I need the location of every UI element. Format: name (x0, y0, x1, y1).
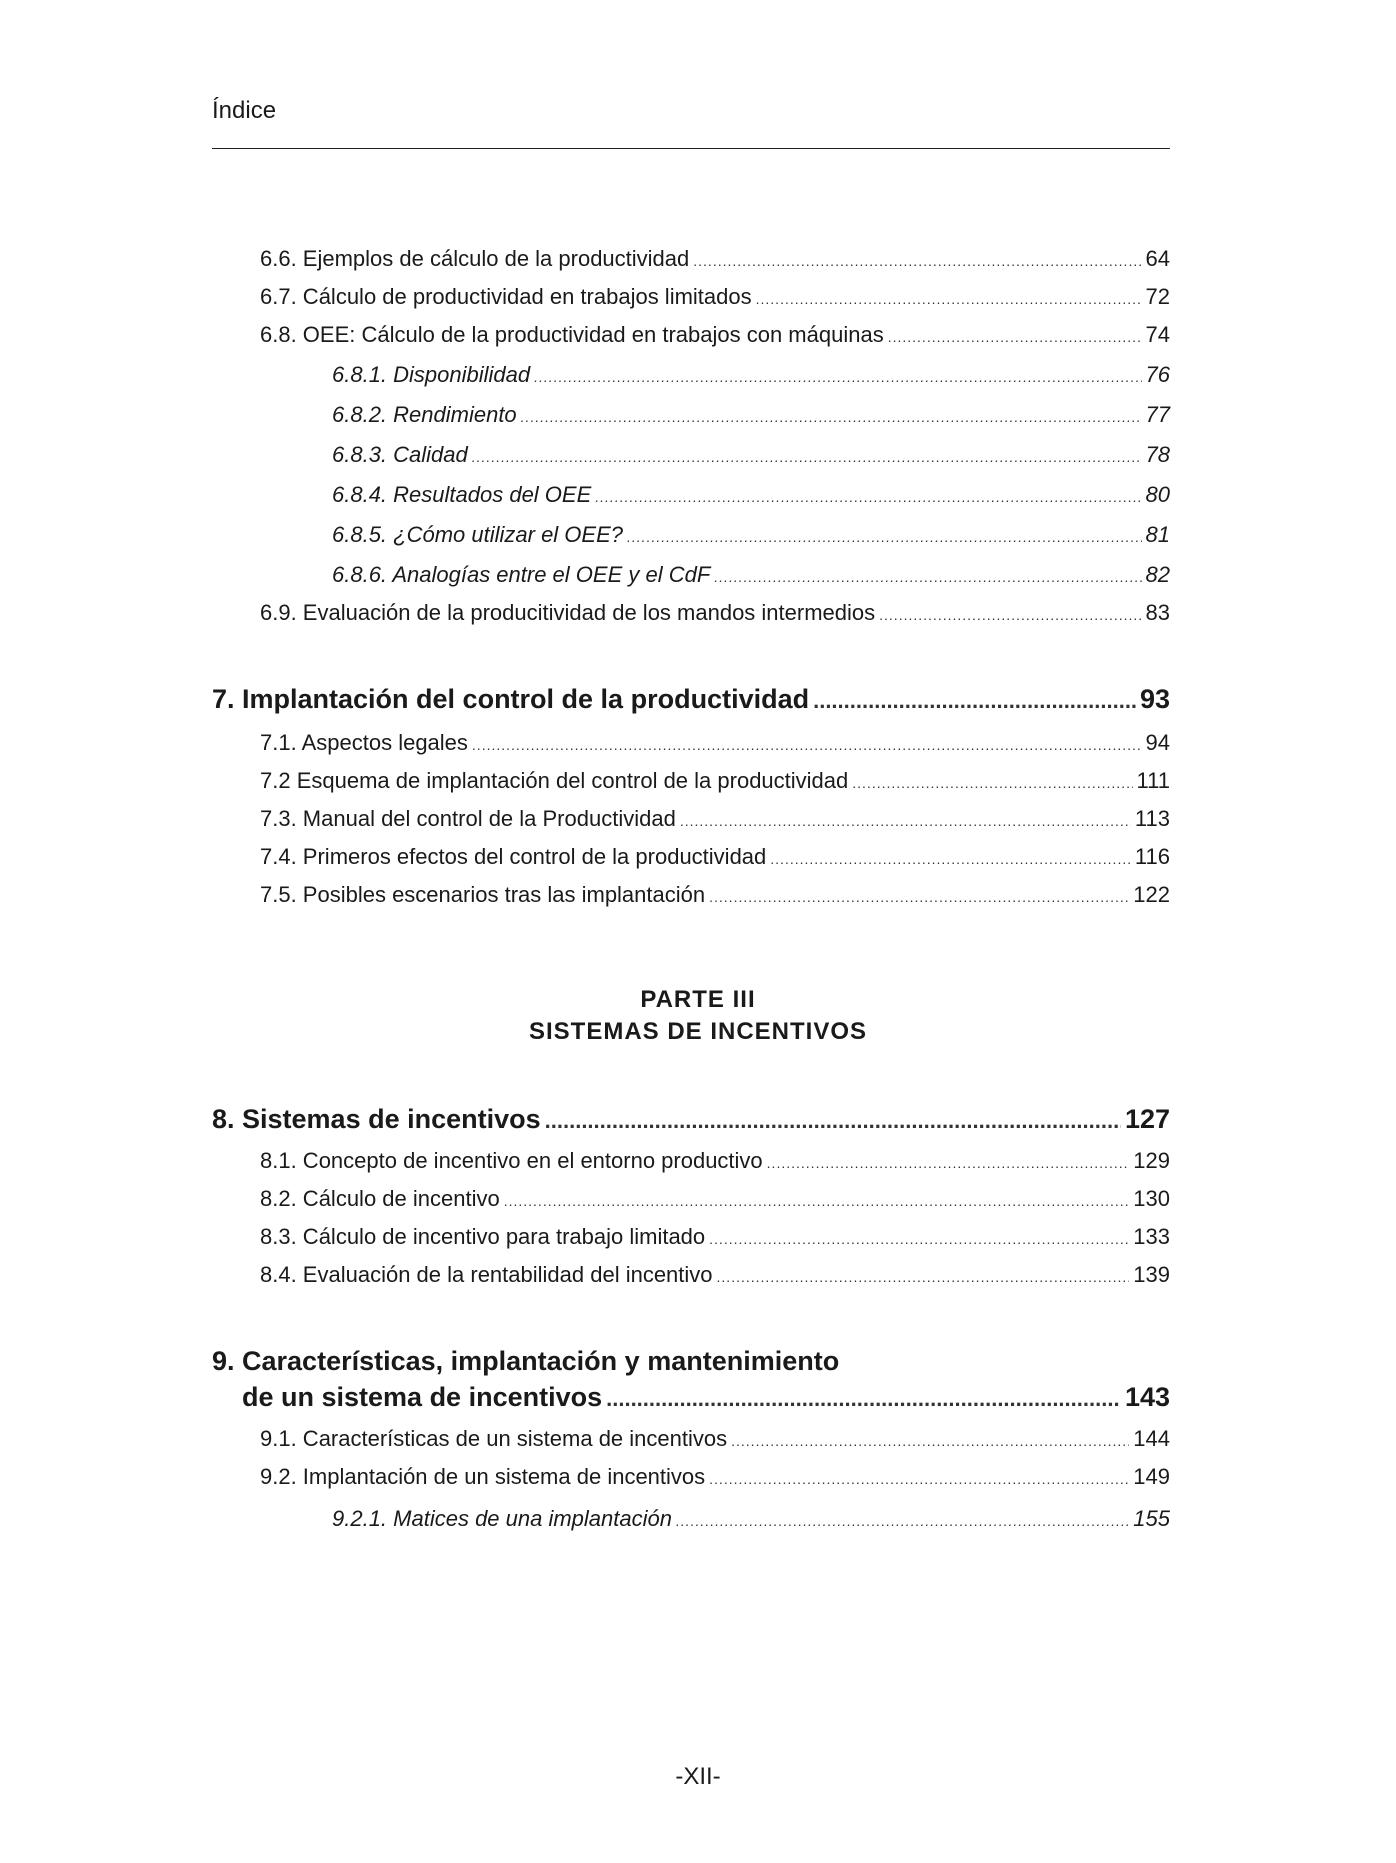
dot-leader (756, 282, 1142, 314)
toc-entry-8-2[interactable] (260, 1184, 1170, 1216)
dot-leader (521, 400, 1142, 432)
toc-entry-6-9[interactable] (260, 598, 1170, 630)
toc-entry-page: 64 (1145, 246, 1170, 271)
toc-entry-label: 7.1. Aspectos legales (260, 730, 468, 755)
toc-entry-6-8-1[interactable] (332, 360, 1170, 392)
page-number: -XII- (675, 1763, 721, 1790)
toc-chapter-page: 93 (1139, 684, 1170, 714)
toc-chapter-page: 143 (1124, 1382, 1170, 1412)
dot-leader (714, 560, 1141, 592)
header-rule (212, 148, 1170, 149)
dot-leader (534, 360, 1141, 392)
toc-entry-8-1[interactable] (260, 1146, 1170, 1178)
toc-entry-label: 8.1. Concepto de incentivo en el entorno productivo (260, 1148, 763, 1173)
part-number: PARTE III (640, 986, 756, 1013)
dot-leader (627, 520, 1142, 552)
toc-entry-page: 155 (1133, 1506, 1170, 1531)
dot-leader (680, 804, 1131, 836)
toc-entry-label: 7.3. Manual del control de la Productividad (260, 806, 676, 831)
toc-entry-label: 7.2 Esquema de implantación del control de la productividad (260, 768, 849, 793)
toc-entry-6-8-6[interactable] (332, 560, 1170, 592)
toc-entry-6-7[interactable] (260, 282, 1170, 314)
toc-chapter-label: 7. Implantación del control de la productividad (212, 684, 810, 714)
toc-chapter-9-line1[interactable]: 9. Características, implantación y mantenimiento (212, 1346, 840, 1376)
toc-entry-page: 144 (1133, 1426, 1170, 1451)
toc-entry-label: 6.8.5. ¿Cómo utilizar el OEE? (332, 522, 624, 547)
dot-leader (472, 440, 1142, 472)
toc-entry-page: 116 (1134, 844, 1170, 869)
toc-entry-9-1[interactable] (260, 1424, 1170, 1456)
dot-leader (504, 1184, 1130, 1216)
toc-entry-page: 149 (1133, 1464, 1170, 1489)
toc-entry-label: 6.6. Ejemplos de cálculo de la productividad (260, 246, 690, 271)
dot-leader (693, 244, 1141, 276)
toc-entry-7-4[interactable] (260, 842, 1170, 874)
toc-entry-page: 82 (1145, 562, 1170, 587)
toc-entry-label: 9.2. Implantación de un sistema de incentivos (260, 1464, 706, 1489)
dot-leader (545, 1102, 1121, 1138)
toc-chapter-label: 8. Sistemas de incentivos (212, 1104, 541, 1134)
toc-entry-page: 77 (1145, 402, 1170, 427)
toc-entry-page: 113 (1134, 806, 1170, 831)
toc-entry-8-4[interactable] (260, 1260, 1170, 1292)
toc-entry-label: 6.8.4. Resultados del OEE (332, 482, 592, 507)
running-header: Índice (212, 97, 277, 124)
toc-chapter-label: de un sistema de incentivos (242, 1382, 603, 1412)
dot-leader (767, 1146, 1130, 1178)
toc-entry-label: 8.4. Evaluación de la rentabilidad del incentivo (260, 1262, 713, 1287)
toc-entry-label: 6.8. OEE: Cálculo de la productividad en trabajos con máquinas (260, 322, 884, 347)
dot-leader (709, 1462, 1129, 1494)
toc-chapter-9[interactable] (242, 1380, 1170, 1416)
toc-entry-page: 139 (1133, 1262, 1170, 1287)
toc-entry-label: 6.8.1. Disponibilidad (332, 362, 531, 387)
toc-entry-label: 9.2.1. Matices de una implantación (332, 1506, 672, 1531)
toc-entry-6-8[interactable] (260, 320, 1170, 352)
toc-entry-page: 94 (1145, 730, 1170, 755)
toc-entry-7-2[interactable] (260, 766, 1170, 798)
toc-entry-page: 81 (1145, 522, 1170, 547)
toc-entry-page: 83 (1145, 600, 1170, 625)
toc-entry-label: 6.8.2. Rendimiento (332, 402, 517, 427)
dot-leader (472, 728, 1142, 760)
toc-entry-7-5[interactable] (260, 880, 1170, 912)
toc-entry-page: 130 (1133, 1186, 1170, 1211)
dot-leader (709, 880, 1129, 912)
dot-leader (888, 320, 1142, 352)
toc-entry-label: 6.7. Cálculo de productividad en trabajos limitados (260, 284, 752, 309)
toc-entry-label: 6.8.6. Analogías entre el OEE y el CdF (332, 562, 711, 587)
toc-chapter-8[interactable] (212, 1102, 1170, 1138)
toc-entry-page: 111 (1136, 768, 1170, 793)
dot-leader (852, 766, 1132, 798)
toc-entry-page: 78 (1145, 442, 1170, 467)
dot-leader (595, 480, 1141, 512)
toc-entry-page: 76 (1145, 362, 1170, 387)
toc-entry-label: 8.3. Cálculo de incentivo para trabajo limitado (260, 1224, 706, 1249)
toc-entry-page: 133 (1133, 1224, 1170, 1249)
toc-entry-7-3[interactable] (260, 804, 1170, 836)
dot-leader (731, 1424, 1129, 1456)
dot-leader (770, 842, 1131, 874)
toc-entry-label: 6.8.3. Calidad (332, 442, 468, 467)
part-title: SISTEMAS DE INCENTIVOS (528, 1018, 868, 1045)
toc-entry-9-2-1[interactable] (332, 1504, 1170, 1536)
toc-entry-label: 8.2. Cálculo de incentivo (260, 1186, 500, 1211)
toc-entry-6-8-2[interactable] (332, 400, 1170, 432)
toc-entry-6-8-3[interactable] (332, 440, 1170, 472)
toc-entry-6-8-4[interactable] (332, 480, 1170, 512)
toc-entry-9-2[interactable] (260, 1462, 1170, 1494)
dot-leader (879, 598, 1141, 630)
dot-leader (709, 1222, 1129, 1254)
dot-leader (717, 1260, 1130, 1292)
toc-chapter-page: 127 (1124, 1104, 1170, 1134)
toc-chapter-7[interactable] (212, 682, 1170, 718)
toc-entry-page: 129 (1133, 1148, 1170, 1173)
toc-entry-page: 122 (1133, 882, 1170, 907)
toc-entry-6-6[interactable] (260, 244, 1170, 276)
toc-entry-page: 80 (1145, 482, 1170, 507)
toc-entry-label: 9.1. Características de un sistema de incentivos (260, 1426, 728, 1451)
dot-leader (606, 1380, 1121, 1416)
dot-leader (813, 682, 1136, 718)
toc-entry-label: 7.4. Primeros efectos del control de la productividad (260, 844, 767, 869)
toc-entry-8-3[interactable] (260, 1222, 1170, 1254)
toc-entry-page: 72 (1145, 284, 1170, 309)
toc-entry-label: 6.9. Evaluación de la producitividad de los mandos intermedios (260, 600, 876, 625)
toc-entry-label: 7.5. Posibles escenarios tras las implantación (260, 882, 706, 907)
toc-entry-page: 74 (1145, 322, 1170, 347)
toc-entry-7-1[interactable] (260, 728, 1170, 760)
toc-entry-6-8-5[interactable] (332, 520, 1170, 552)
dot-leader (676, 1504, 1129, 1536)
